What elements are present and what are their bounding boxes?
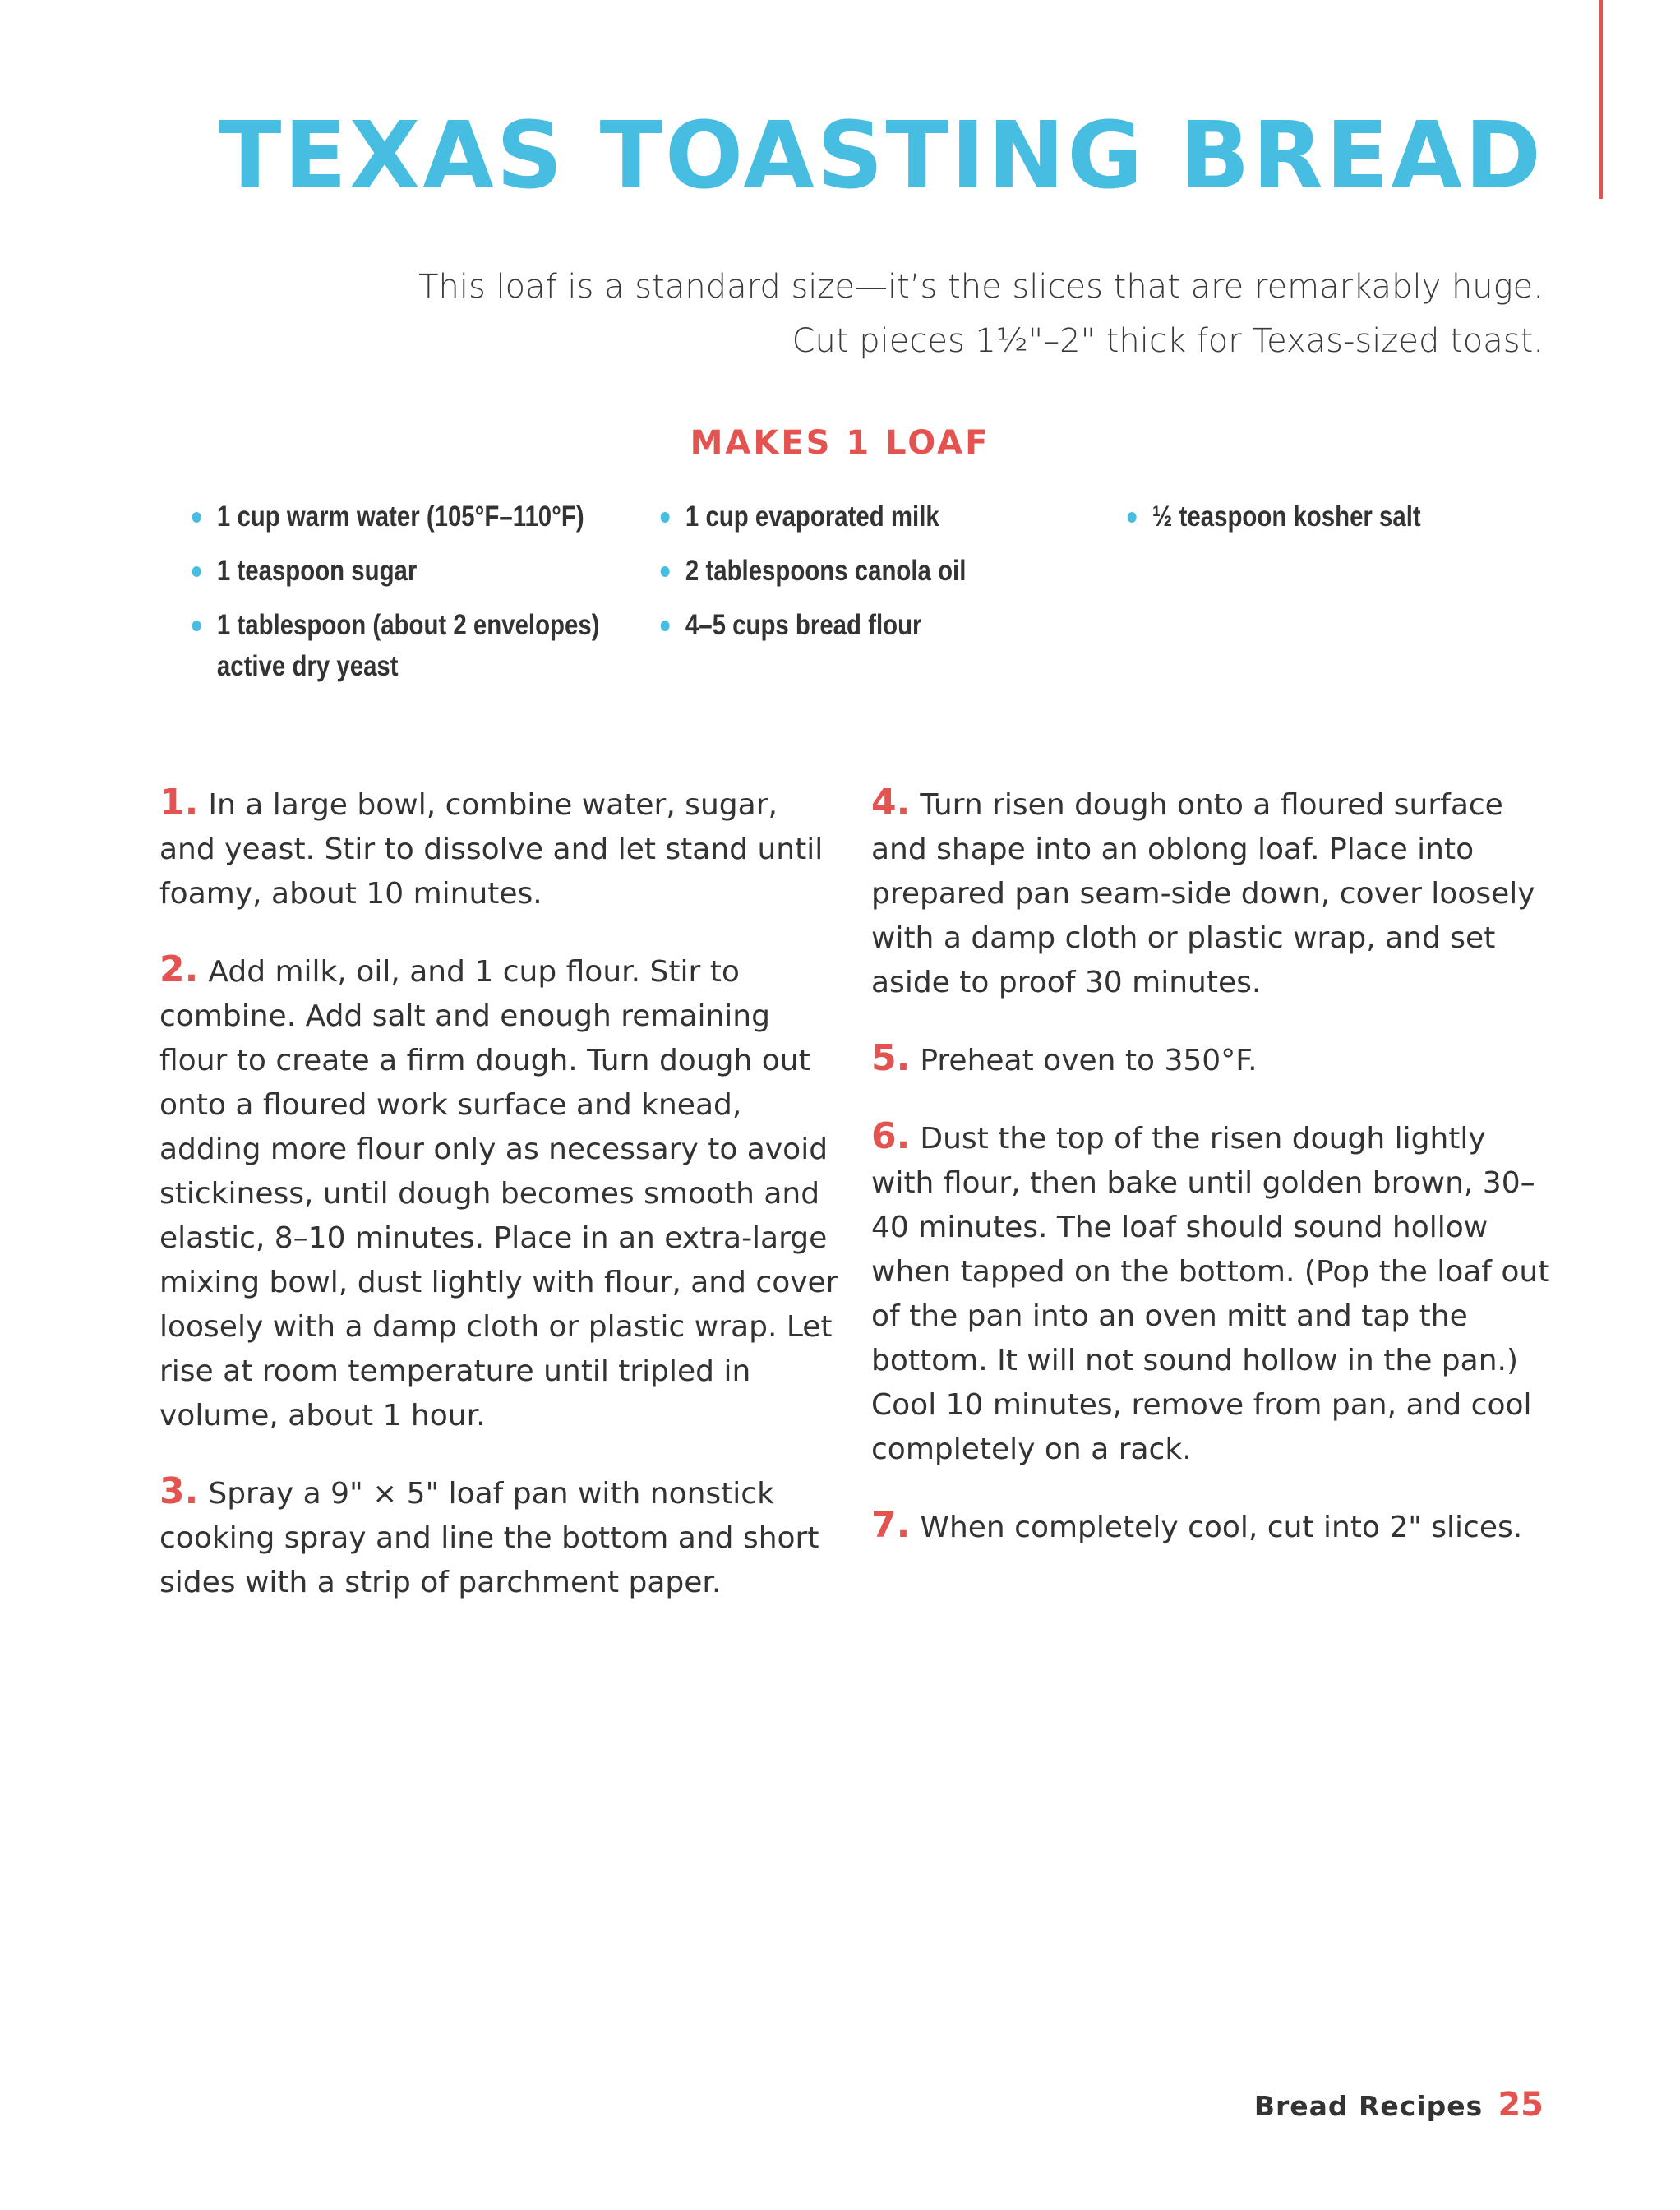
ingredient-list-col-3 (1126, 496, 1477, 551)
ingredient-item: 1 cup warm water (105°F–110°F) (191, 496, 600, 538)
step-text: Preheat oven to 350°F. (920, 1044, 1258, 1077)
recipe-intro (395, 260, 1544, 368)
bullet-dot-icon (661, 621, 670, 631)
step-text: Dust the top of the risen dough lightly with flour, then bake until golden brown, 30–40 minutes. The loaf should sound hollow when tapped on the bottom. (Pop the loaf out of the pan into an oven mitt and tap the bottom. It will not sound hollow in the pan.) Cool 10 minutes, remove from pan, and cool completely on a rack. (871, 1122, 1550, 1466)
step-number: 7. (871, 1504, 911, 1546)
intro-line-2: Cut pieces 1½"–2" thick for Texas-sized toast. (792, 322, 1544, 360)
ingredient-item: 4–5 cups bread flour (659, 605, 966, 646)
page-edge-marker (1599, 0, 1603, 199)
page-number: 25 (1498, 2086, 1544, 2124)
instructions-col-1 (159, 781, 842, 1636)
step-text: Turn risen dough onto a floured surface and shape into an oblong loaf. Place into prepared pan seam-side down, cover loosely with a damp cloth or plastic wrap, and set aside to proof 30 minutes. (871, 788, 1535, 999)
instruction-step (159, 781, 842, 916)
step-number: 3. (159, 1470, 199, 1512)
step-text: Add milk, oil, and 1 cup flour. Stir to combine. Add salt and enough remaining flour to create a firm dough. Turn dough out onto a floured work surface and knead, adding more flour only as necessary to avoid stickiness, until dough becomes smooth and elastic, 8–10 minutes. Place in an extra-large mixing bowl, dust lightly with flour, and cover loosely with a damp cloth or plastic wrap. Let rise at room temperature until tripled in volume, about 1 hour. (159, 955, 838, 1433)
bullet-dot-icon (192, 621, 201, 631)
ingredient-item: 1 cup evaporated milk (659, 496, 966, 538)
bullet-dot-icon (192, 512, 201, 523)
bullet-dot-icon (1128, 512, 1137, 523)
page-footer (1254, 2086, 1544, 2124)
step-text: When completely cool, cut into 2" slices. (920, 1511, 1523, 1544)
instruction-step (159, 1469, 842, 1605)
instructions-col-2 (871, 781, 1553, 1581)
step-text: Spray a 9" × 5" loaf pan with nonstick cooking spray and line the bottom and short sides with a strip of parchment paper. (159, 1477, 819, 1599)
instruction-step (871, 781, 1553, 1005)
instruction-step (871, 1036, 1553, 1083)
step-number: 5. (871, 1037, 911, 1079)
ingredient-item: 2 tablespoons canola oil (659, 551, 966, 592)
instruction-step (159, 948, 842, 1438)
section-name: Bread Recipes (1253, 2090, 1484, 2122)
step-number: 6. (871, 1115, 911, 1157)
step-number: 2. (159, 948, 199, 990)
bullet-dot-icon (661, 566, 670, 577)
ingredient-item: 1 teaspoon sugar (191, 551, 600, 592)
recipe-yield: MAKES 1 LOAF (690, 424, 990, 462)
instruction-step (871, 1114, 1553, 1472)
ingredient-list-col-2 (659, 496, 1024, 659)
step-number: 4. (871, 782, 911, 824)
ingredient-item: ½ teaspoon kosher salt (1126, 496, 1421, 538)
ingredient-item: 1 tablespoon (about 2 envelopes) active dry yeast (191, 605, 600, 687)
recipe-title: TEXAS TOASTING BREAD (218, 103, 1544, 210)
bullet-dot-icon (661, 512, 670, 523)
step-text: In a large bowl, combine water, sugar, and yeast. Stir to dissolve and let stand until foamy, about 10 minutes. (159, 788, 824, 911)
bullet-dot-icon (192, 566, 201, 577)
ingredient-list-col-1 (191, 496, 677, 687)
step-number: 1. (159, 782, 199, 824)
intro-line-1: This loaf is a standard size—it’s the slices that are remarkably huge. (418, 268, 1544, 306)
instruction-step (871, 1503, 1553, 1550)
